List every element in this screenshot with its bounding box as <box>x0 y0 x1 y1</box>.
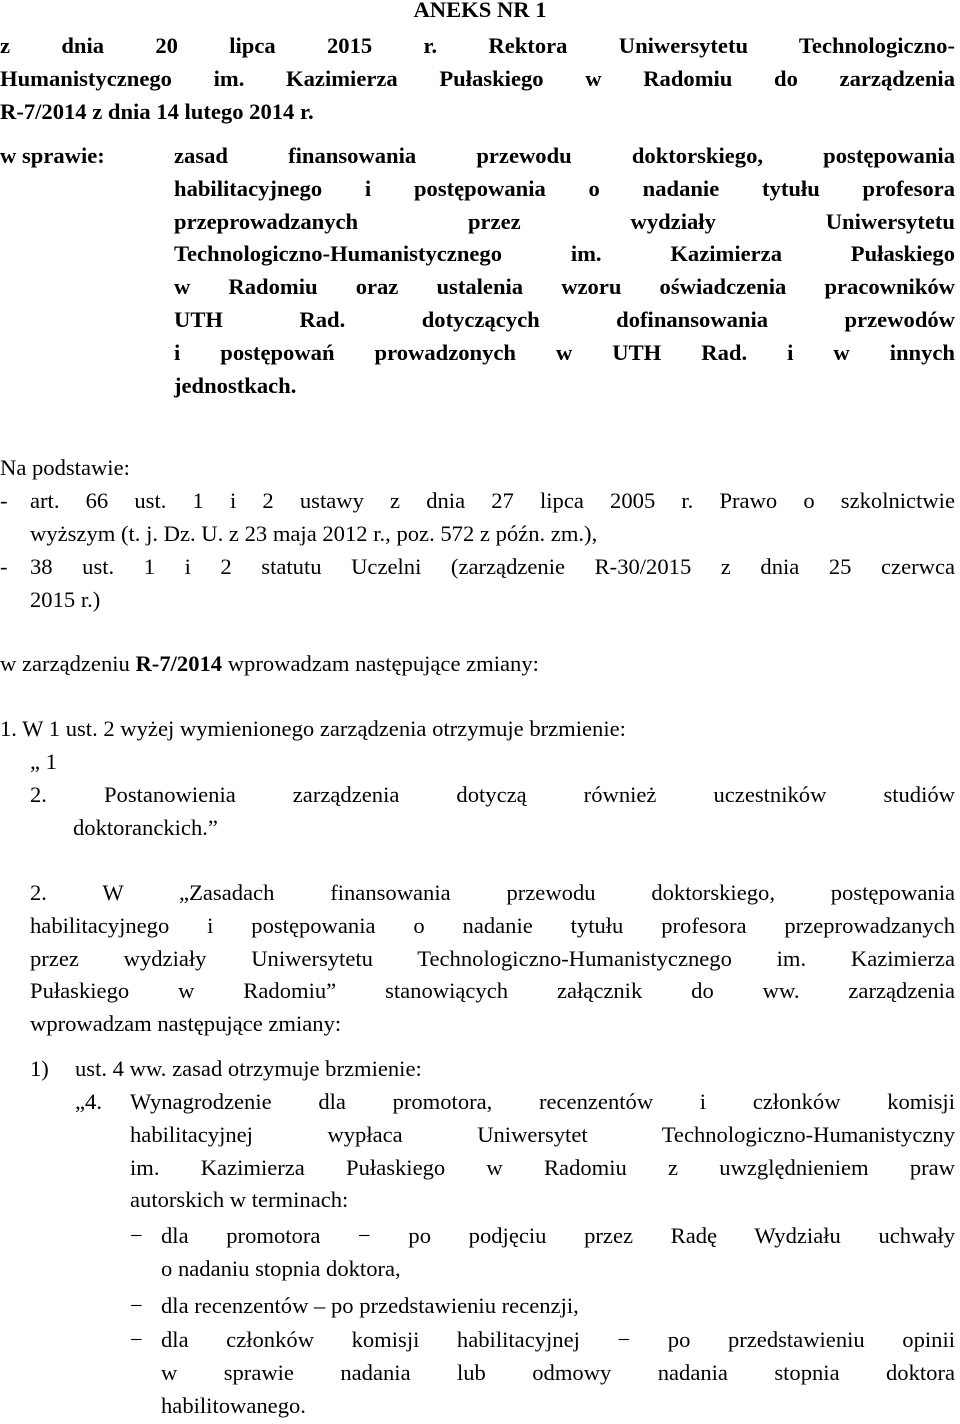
point1-number: „4. <box>75 1089 102 1114</box>
dash-line: w sprawie nadania lub odmowy nadania stopnia doktora <box>161 1359 955 1385</box>
dash-marker: − <box>130 1223 143 1248</box>
heading-line: R-7/2014 z dnia 14 lutego 2014 r. <box>0 98 314 124</box>
subject-line: jednostkach. <box>174 372 297 398</box>
change2-line: Pułaskiego w Radomiu” stanowiących załącznik do ww. zarządzenia <box>30 978 955 1004</box>
change2-line: wprowadzam następujące zmiany: <box>30 1011 342 1037</box>
point1-line: autorskich w terminach: <box>130 1187 349 1213</box>
document-title: ANEKS NR 1 <box>413 0 547 22</box>
intro-suffix: wprowadzam następujące zmiany: <box>222 651 539 676</box>
point1-line: Wynagrodzenie dla promotora, recenzentów i członków komisji <box>130 1089 955 1114</box>
change2-line: habilitacyjnego i postępowania o nadanie tytułu profesora przeprowadzanych <box>30 912 955 938</box>
subject-label: w sprawie: <box>0 143 105 168</box>
basis-item-line: wyższym (t. j. Dz. U. z 23 maja 2012 r., poz. 572 z późn. zm.), <box>30 520 598 546</box>
basis-label: Na podstawie: <box>0 455 130 480</box>
subject-line: Technologiczno-Humanistycznego im. Kazimierza Pułaskiego <box>174 241 955 267</box>
change2-line: 2. W „Zasadach finansowania przewodu doktorskiego, postępowania <box>30 880 955 905</box>
document-heading <box>0 30 955 128</box>
heading-line: Humanistycznego im. Kazimierza Pułaskiego w Radomiu do zarządzenia <box>0 65 955 91</box>
point1-text: ust. 4 ww. zasad otrzymuje brzmienie: <box>75 1056 422 1081</box>
basis-item <box>30 551 955 617</box>
point1-paragraph <box>130 1086 955 1217</box>
subject-body <box>174 140 955 402</box>
basis-item-line: 2015 r.) <box>30 586 101 612</box>
dash-item <box>161 1324 955 1422</box>
change1-paragraph <box>30 779 955 845</box>
subject-line: i postępowań prowadzonych w UTH Rad. i w innych <box>174 339 955 365</box>
change1-para-line: 2. Postanowienia zarządzenia dotyczą również uczestników studiów <box>30 782 955 807</box>
point1-line: habilitacyjnej wypłaca Uniwersytet Technologiczno-Humanistyczny <box>130 1121 955 1147</box>
change2-paragraph <box>30 877 955 1041</box>
point1-marker: 1) <box>30 1056 49 1081</box>
intro-ref: R-7/2014 <box>135 651 223 676</box>
dash-marker: − <box>130 1293 143 1318</box>
heading-line: z dnia 20 lipca 2015 r. Rektora Uniwersytetu Technologiczno- <box>0 33 955 58</box>
subject-line: UTH Rad. dotyczących dofinansowania przewodów <box>174 306 955 332</box>
intro-line <box>0 648 539 681</box>
dash-line: dla promotora − po podjęciu przez Radę Wydziału uchwały <box>161 1223 955 1248</box>
subject-line: habilitacyjnego i postępowania o nadanie tytułu profesora <box>174 175 955 201</box>
basis-item-line: 38 ust. 1 i 2 statutu Uczelni (zarządzenie R-30/2015 z dnia 25 czerwca <box>30 554 955 579</box>
basis-marker: - <box>0 488 8 513</box>
dash-line: dla recenzentów – po przedstawieniu recenzji, <box>161 1293 579 1318</box>
subject-line: przeprowadzanych przez wydziały Uniwersytetu <box>174 208 955 234</box>
dash-marker: − <box>130 1327 143 1352</box>
change1-line: 1. W 1 ust. 2 wyżej wymienionego zarządzenia otrzymuje brzmienie: <box>0 716 626 741</box>
change1-quote-open: „ 1 <box>30 749 57 774</box>
dash-item <box>161 1220 955 1286</box>
subject-line: zasad finansowania przewodu doktorskiego, postępowania <box>174 143 955 168</box>
intro-prefix: w zarządzeniu <box>0 651 136 676</box>
subject-line: w Radomiu oraz ustalenia wzoru oświadczenia pracowników <box>174 274 955 300</box>
basis-item-line: art. 66 ust. 1 i 2 ustawy z dnia 27 lipca 2005 r. Prawo o szkolnictwie <box>30 488 955 513</box>
basis-item <box>30 485 955 551</box>
change1-para-line: doktoranckich.” <box>73 814 218 840</box>
basis-marker: - <box>0 554 8 579</box>
dash-line: habilitowanego. <box>161 1392 306 1418</box>
change2-line: przez wydziały Uniwersytetu Technologiczno-Humanistycznego im. Kazimierza <box>30 945 955 971</box>
point1-line: im. Kazimierza Pułaskiego w Radomiu z uwzględnieniem praw <box>130 1154 955 1180</box>
dash-line: o nadaniu stopnia doktora, <box>161 1255 401 1281</box>
dash-line: dla członków komisji habilitacyjnej − po przedstawieniu opinii <box>161 1327 955 1352</box>
